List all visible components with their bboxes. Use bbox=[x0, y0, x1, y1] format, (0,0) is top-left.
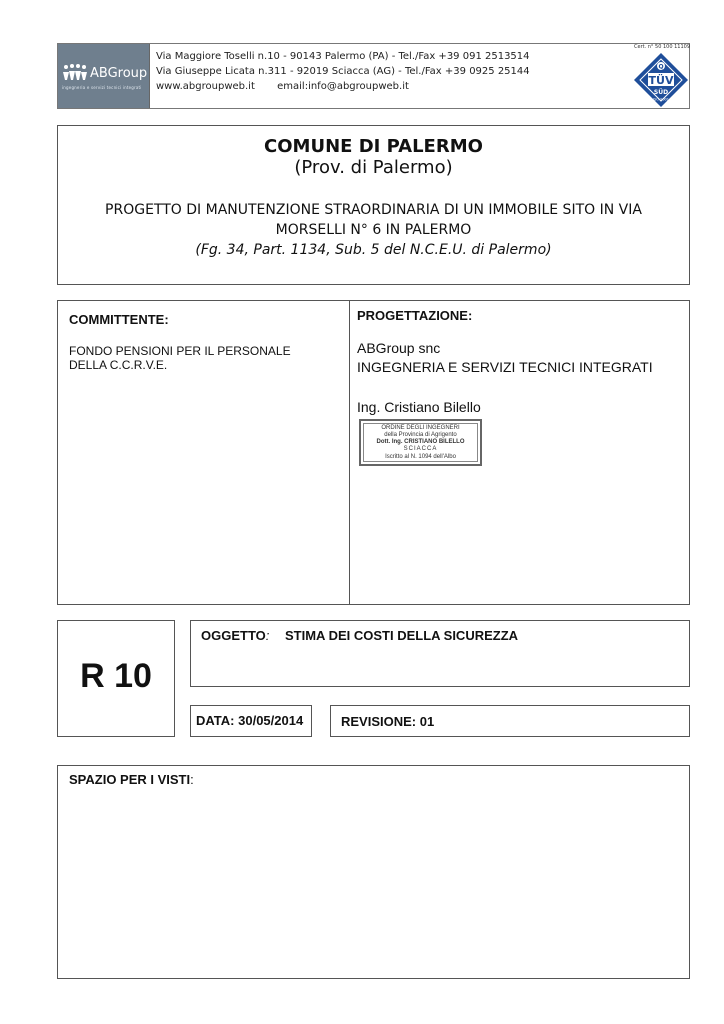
cert-brand: TÜV bbox=[648, 74, 674, 87]
address-sciacca: Via Giuseppe Licata n.311 - 92019 Sciacca (AG) - Tel./Fax +39 0925 25144 bbox=[156, 66, 530, 77]
stamp-line-4: SCIACCA bbox=[403, 446, 438, 452]
oggetto-box bbox=[190, 620, 690, 687]
stamp-line-5: Iscritto al N. 1094 dell'Albo bbox=[385, 454, 456, 460]
oggetto-label-text: OGGETTO bbox=[201, 628, 266, 643]
column-divider bbox=[349, 301, 350, 604]
document-code: R 10 bbox=[80, 657, 152, 695]
approvals-label bbox=[69, 772, 194, 787]
certificate-number: Cert. n° 50 100 11109 bbox=[634, 44, 691, 50]
engineer-stamp bbox=[359, 419, 482, 466]
document-code-box bbox=[57, 620, 175, 737]
committente-name-line-2: DELLA C.C.R.V.E. bbox=[69, 358, 168, 372]
design-company-subtitle: INGEGNERIA E SERVIZI TECNICI INTEGRATI bbox=[357, 359, 653, 375]
stamp-line-3: Dott. Ing. CRISTIANO BILELLO bbox=[376, 439, 465, 445]
cadastral-reference: (Fg. 34, Part. 1134, Sub. 5 del N.C.E.U. di Palermo) bbox=[195, 242, 552, 258]
design-company: ABGroup snc bbox=[357, 340, 441, 356]
letterhead bbox=[57, 43, 690, 109]
people-logo-icon bbox=[62, 64, 88, 82]
committente-name-line-1: FONDO PENSIONI PER IL PERSONALE bbox=[69, 344, 291, 358]
progettazione-label: PROGETTAZIONE: bbox=[357, 308, 473, 323]
project-description-line-1: PROGETTO DI MANUTENZIONE STRAORDINARIA DI UN IMMOBILE SITO IN VIA bbox=[105, 202, 642, 218]
stamp-line-2: della Provincia di Agrigento bbox=[384, 432, 457, 438]
cert-letter: Q bbox=[658, 63, 664, 71]
date-box bbox=[190, 705, 312, 737]
approvals-colon: : bbox=[190, 772, 194, 787]
cert-iso: ISO 9001 bbox=[652, 97, 670, 102]
comune-title: COMUNE DI PALERMO bbox=[264, 136, 483, 157]
project-title-box bbox=[57, 125, 690, 285]
website-email: www.abgroupweb.it email:info@abgroupweb.it bbox=[156, 81, 409, 92]
project-description-line-2: MORSELLI N° 6 IN PALERMO bbox=[275, 222, 472, 238]
parties-box bbox=[57, 300, 690, 605]
revision-box bbox=[330, 705, 690, 737]
approvals-box bbox=[57, 765, 690, 979]
stamp-frame bbox=[363, 423, 478, 462]
logo-tagline: ingegneria e servizi tecnici integrati bbox=[62, 85, 142, 90]
abgroup-logo bbox=[58, 44, 150, 108]
oggetto-colon: : bbox=[265, 628, 270, 643]
address-palermo: Via Maggiore Toselli n.10 - 90143 Palermo (PA) - Tel./Fax +39 091 2513514 bbox=[156, 51, 530, 62]
approvals-label-text: SPAZIO PER I VISTI bbox=[69, 772, 191, 787]
stamp-line-1: ORDINE DEGLI INGEGNERI bbox=[381, 425, 460, 431]
provincia: (Prov. di Palermo) bbox=[294, 157, 453, 178]
oggetto-label bbox=[201, 628, 269, 643]
document-revision: REVISIONE: 01 bbox=[341, 714, 435, 729]
oggetto-value: STIMA DEI COSTI DELLA SICUREZZA bbox=[285, 628, 519, 643]
document-date: DATA: 30/05/2014 bbox=[196, 713, 304, 728]
committente-label: COMMITTENTE: bbox=[69, 312, 169, 327]
logo-text: ABGroup bbox=[90, 66, 148, 81]
tuv-certification-icon bbox=[633, 52, 689, 108]
cert-sub: SÜD bbox=[653, 89, 669, 96]
engineer-name: Ing. Cristiano Bilello bbox=[357, 399, 481, 415]
